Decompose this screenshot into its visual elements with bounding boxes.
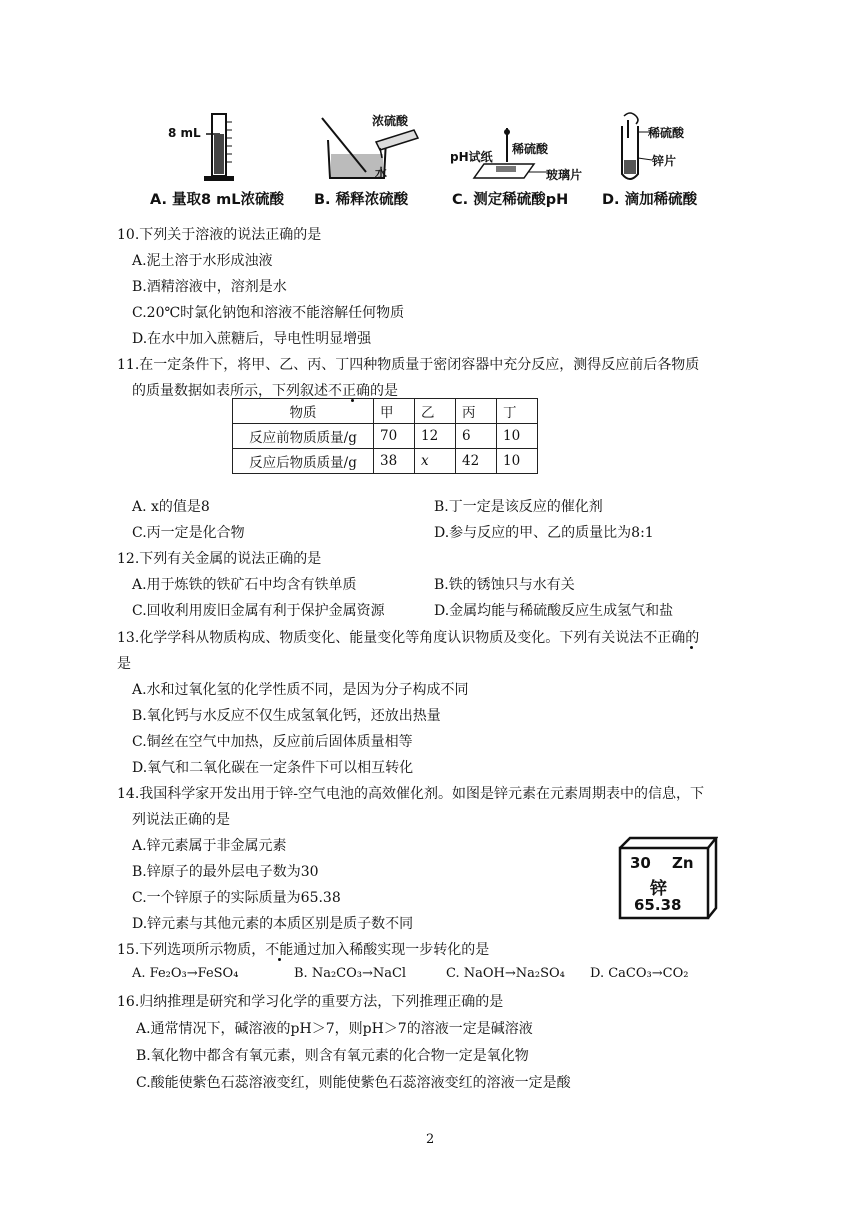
figure-a-caption: A. 量取8 mL浓硫酸 (150, 192, 285, 208)
option-d: D.参与反应的甲、乙的质量比为8:1 (434, 525, 654, 541)
option-d: D.锌元素与其他元素的本质区别是质子数不同 (132, 916, 414, 932)
table-cell: 10 (497, 449, 538, 474)
table-cell: 42 (456, 449, 497, 474)
option-c: C.一个锌原子的实际质量为65.38 (132, 890, 341, 906)
option-a: A.通常情况下，碱溶液的pH＞7，则pH＞7的溶液一定是碱溶液 (136, 1021, 533, 1037)
option-c: C. NaOH→Na₂SO₄ (446, 966, 565, 981)
table-cell: 丙 (456, 399, 497, 424)
table-cell: 70 (374, 424, 415, 449)
atomic-number: 30 (630, 854, 651, 872)
figure-c-caption: C. 测定稀硫酸pH (452, 192, 569, 208)
option-c: C.20℃时氯化钠饱和溶液不能溶解任何物质 (132, 305, 405, 321)
element-symbol: Zn (672, 854, 694, 872)
option-c: C.铜丝在空气中加热，反应前后固体质量相等 (132, 734, 413, 750)
question-stem: 15.下列选项所示物质，不能通过加入稀酸实现一步转化的是 (117, 942, 490, 958)
ph-paper-label: pH试纸 (450, 150, 493, 164)
table-header-row (233, 399, 538, 424)
element-name: 锌 (650, 879, 667, 899)
table-row (233, 424, 538, 449)
volume-label: 8 mL (168, 126, 201, 140)
question-stem-line2: 是 (117, 656, 131, 672)
table-cell: 物质 (233, 399, 374, 424)
option-d: D.氧气和二氧化碳在一定条件下可以相互转化 (132, 760, 414, 776)
option-d: D.金属均能与稀硫酸反应生成氢气和盐 (434, 603, 674, 619)
table-cell: 甲 (374, 399, 415, 424)
graduated-cylinder-icon (160, 108, 260, 188)
option-b: B.酒精溶液中，溶剂是水 (132, 279, 287, 295)
option-b: B.氧化钙与水反应不仅生成氢氧化钙，还放出热量 (132, 708, 441, 724)
question-stem: 10.下列关于溶液的说法正确的是 (117, 227, 322, 243)
table-cell: 反应前物质质量/g (233, 424, 374, 449)
option-a: A.锌元素属于非金属元素 (132, 838, 287, 854)
option-a: A.水和过氧化氢的化学性质不同，是因为分子构成不同 (132, 682, 469, 698)
periodic-table-cell (618, 836, 718, 920)
table-cell: x (415, 449, 456, 474)
acid-label: 浓硫酸 (372, 114, 409, 128)
option-b: B.铁的锈蚀只与水有关 (434, 577, 575, 593)
figure-b-caption: B. 稀释浓硫酸 (314, 192, 409, 208)
test-tube-dropper-icon (614, 108, 664, 188)
option-d: D.在水中加入蔗糖后，导电性明显增强 (132, 331, 372, 347)
option-c: C.丙一定是化合物 (132, 525, 245, 541)
option-b: B. Na₂CO₃→NaCl (294, 966, 407, 981)
question-stem-line1: 14.我国科学家开发出用于锌-空气电池的高效催化剂。如图是锌元素在元素周期表中的信息，下 (117, 786, 704, 802)
question-stem-line1: 11.在一定条件下，将甲、乙、丙、丁四种物质量于密闭容器中充分反应，测得反应前后各物质 (117, 357, 700, 373)
option-a: A. x的值是8 (132, 499, 210, 515)
option-b: B.锌原子的最外层电子数为30 (132, 864, 319, 880)
table-cell: 12 (415, 424, 456, 449)
option-a: A. Fe₂O₃→FeSO₄ (132, 966, 239, 981)
emphasis-dot (278, 958, 281, 961)
zinc-label: 锌片 (652, 154, 677, 168)
option-a: A.用于炼铁的铁矿石中均含有铁单质 (132, 577, 357, 593)
table-cell: 丁 (497, 399, 538, 424)
emphasis-dot (690, 646, 693, 649)
option-a: A.泥土溶于水形成浊液 (132, 253, 273, 269)
option-c: C.回收利用废旧金属有利于保护金属资源 (132, 603, 385, 619)
table-cell: 6 (456, 424, 497, 449)
table-cell: 38 (374, 449, 415, 474)
table-row (233, 449, 538, 474)
question-stem-line2: 的质量数据如表所示，下列叙述不正确的是 (132, 383, 398, 399)
mass-data-table (232, 398, 538, 474)
option-d: D. CaCO₃→CO₂ (590, 966, 689, 981)
option-b: B.丁一定是该反应的催化剂 (434, 499, 603, 515)
figure-d-caption: D. 滴加稀硫酸 (602, 192, 698, 208)
atomic-mass: 65.38 (634, 896, 682, 914)
question-stem-line1: 13.化学学科从物质构成、物质变化、能量变化等角度认识物质及变化。下列有关说法不正确的 (117, 630, 700, 646)
question-stem: 12.下列有关金属的说法正确的是 (117, 551, 322, 567)
option-b: B.氧化物中都含有氧元素，则含有氧元素的化合物一定是氧化物 (136, 1048, 529, 1064)
table-cell: 乙 (415, 399, 456, 424)
option-c: C.酸能使紫色石蕊溶液变红，则能使紫色石蕊溶液变红的溶液一定是酸 (136, 1075, 571, 1091)
glass-slide-label: 玻璃片 (546, 168, 583, 182)
dilute-acid-label-d: 稀硫酸 (648, 126, 685, 140)
dilute-acid-label: 稀硫酸 (512, 142, 549, 156)
table-cell: 10 (497, 424, 538, 449)
water-label: 水 (375, 166, 388, 180)
question-stem-line2: 列说法正确的是 (132, 812, 230, 828)
question-stem: 16.归纳推理是研究和学习化学的重要方法，下列推理正确的是 (117, 994, 504, 1010)
page-number: 2 (426, 1132, 435, 1147)
table-cell: 反应后物质质量/g (233, 449, 374, 474)
